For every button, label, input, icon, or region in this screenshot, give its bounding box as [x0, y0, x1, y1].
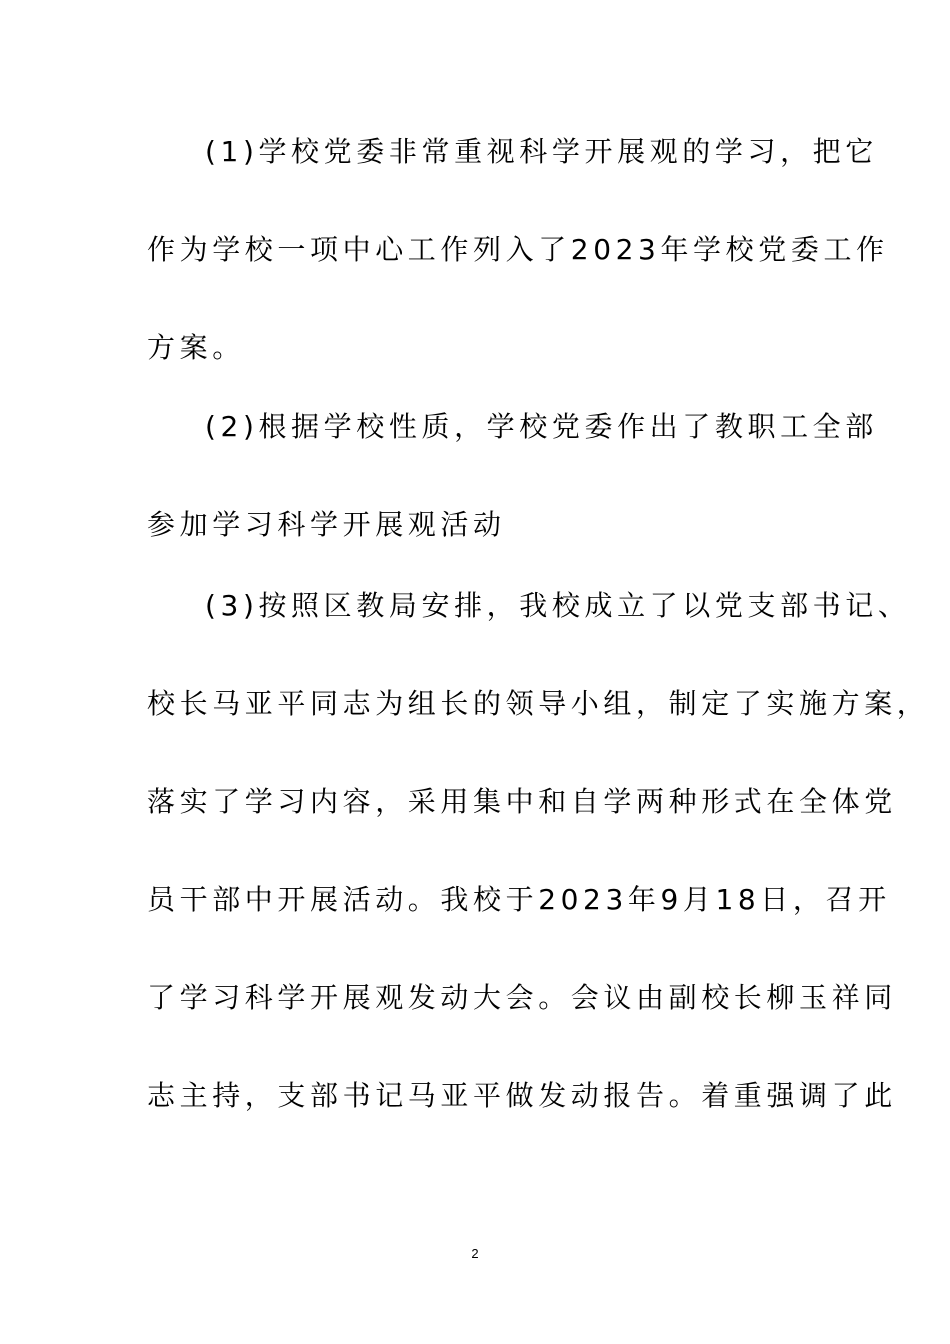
paragraph-3-line-5: 了学习科学开展观发动大会。会议由副校长柳玉祥同 — [147, 981, 897, 1014]
paragraph-3-line-6: 志主持，支部书记马亚平做发动报告。着重强调了此 — [147, 1079, 897, 1112]
paragraph-3-line-1: (3)按照区教局安排，我校成立了以党支部书记、 — [205, 589, 911, 622]
paragraph-2-line-1: (2)根据学校性质，学校党委作出了教职工全部 — [205, 410, 878, 443]
paragraph-3-line-2: 校长马亚平同志为组长的领导小组，制定了实施方案， — [147, 687, 930, 720]
paragraph-2-line-2: 参加学习科学开展观活动 — [147, 508, 506, 541]
paragraph-1-line-3: 方案。 — [147, 331, 245, 364]
page-number: 2 — [471, 1246, 479, 1261]
paragraph-1-line-2: 作为学校一项中心工作列入了2023年学校党委工作 — [147, 233, 889, 266]
paragraph-3-line-4: 员干部中开展活动。我校于2023年9月18日，召开 — [147, 883, 891, 916]
paragraph-1-line-1: (1)学校党委非常重视科学开展观的学习，把它 — [205, 135, 878, 168]
paragraph-3-line-3: 落实了学习内容，采用集中和自学两种形式在全体党 — [147, 785, 897, 818]
